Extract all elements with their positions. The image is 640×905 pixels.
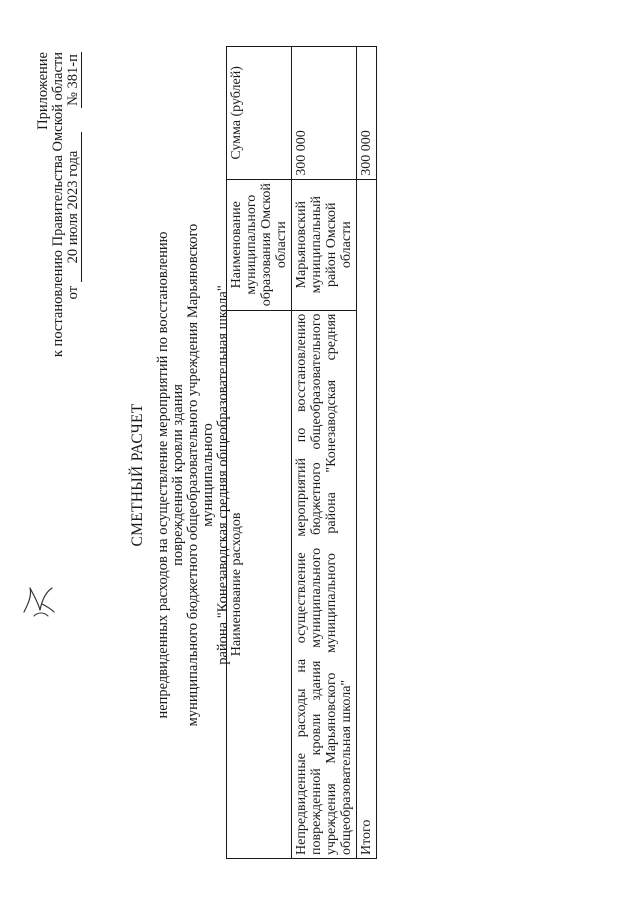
document-heading bbox=[130, 195, 231, 755]
cell-amount: 300 000 bbox=[292, 47, 357, 180]
header-amount: Сумма (рублей) bbox=[227, 47, 292, 180]
document-subtitle-line1: непредвиденных расходов на осуществление мероприятий по восстановлению поврежденной кровли здания bbox=[155, 231, 186, 719]
header-expense: Наименование расходов bbox=[227, 310, 292, 858]
document-title: СМЕТНЫЙ РАСЧЕТ bbox=[129, 403, 146, 547]
document-subtitle-line2: муниципального бюджетного общеобразовательного учреждения Марьяновского муниципального bbox=[185, 223, 216, 727]
total-label: Итого bbox=[357, 179, 377, 858]
cell-municipality: Марьяновский муниципальный район Омской области bbox=[292, 179, 357, 310]
document-subtitle-line3: района "Конезаводская средняя общеобразовательная школа" bbox=[215, 285, 231, 665]
appendix-block bbox=[36, 52, 82, 357]
total-amount: 300 000 bbox=[357, 47, 377, 180]
appendix-title: Приложение bbox=[35, 52, 51, 130]
appendix-resolution: к постановлению Правительства Омской области bbox=[50, 52, 66, 358]
estimate-table bbox=[226, 46, 377, 859]
appendix-number bbox=[66, 52, 82, 108]
table-row bbox=[292, 47, 357, 859]
header-municipality: Наименование муниципального образования Омской области bbox=[227, 179, 292, 310]
signature-mark bbox=[18, 582, 58, 620]
table-total-row bbox=[357, 47, 377, 859]
appendix-date: 20 июля 2023 года bbox=[66, 132, 82, 282]
appendix-number-value: 381-п bbox=[65, 54, 81, 89]
appendix-date-number bbox=[66, 52, 82, 357]
cell-expense: Непредвиденные расходы на осуществление мероприятий по восстановлению поврежденной кровли здания муниципального бюджетного общеобразовательного учреждения Марьяновского муниципального района "Конезаводская средняя общеобразовательная школа" bbox=[292, 310, 357, 858]
appendix-number-label: № bbox=[65, 92, 81, 106]
table-header-row bbox=[227, 47, 292, 859]
appendix-from-label: от bbox=[65, 286, 81, 300]
